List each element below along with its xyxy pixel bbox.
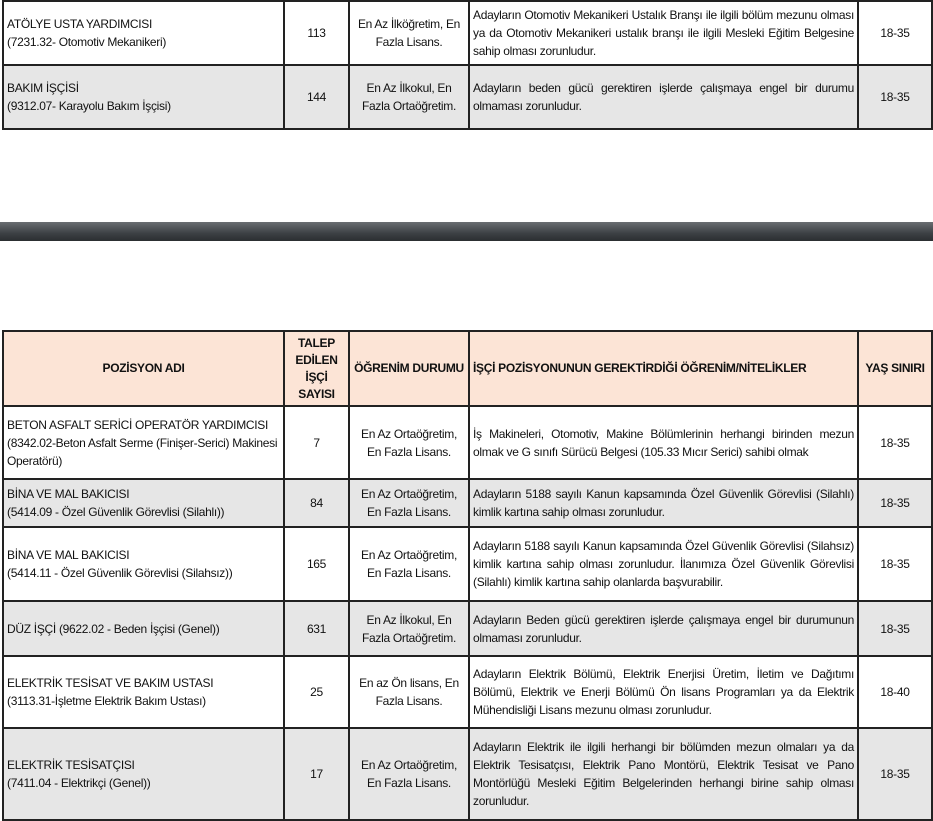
position-title: BİNA VE MAL BAKICISI [7, 548, 130, 562]
header-count: TALEP EDİLEN İŞÇİ SAYISI [284, 331, 349, 406]
worker-count: 144 [284, 65, 349, 129]
table-row [3, 656, 932, 728]
page-separator [0, 222, 933, 241]
worker-count: 165 [284, 527, 349, 601]
age-limit: 18-35 [858, 1, 932, 65]
position-code: (5414.09 - Özel Güvenlik Görevlisi (Silahlı)) [7, 505, 225, 519]
job-table [2, 330, 933, 821]
position-title: BİNA VE MAL BAKICISI [7, 487, 130, 501]
position-title: BETON ASFALT SERİCİ OPERATÖR YARDIMCISI [7, 417, 269, 432]
position-code: (7411.04 - Elektrikçi (Genel)) [7, 776, 151, 790]
worker-count: 113 [284, 1, 349, 65]
job-table-continued [2, 0, 933, 130]
requirements: Adayların 5188 sayılı Kanun kapsamında Özel Güvenlik Görevlisi (Silahsız) kimlik kartına sahip olması zorunludur. İlanımıza Özel Güvenlik Görevlisi (Silahlı) kimlik kartına sahip olanlarda başvurabilir. [469, 527, 858, 601]
worker-count: 7 [284, 406, 349, 479]
requirements: İş Makineleri, Otomotiv, Makine Bölümlerinin herhangi birinden mezun olmak ve G sınıfı Sürücü Belgesi (105.33 Mıcır Serici) sahibi olmak [469, 406, 858, 479]
header-education: ÖĞRENİM DURUMU [349, 331, 469, 406]
worker-count: 631 [284, 601, 349, 656]
age-limit: 18-35 [858, 527, 932, 601]
education-level: En az Ön lisans, En Fazla Lisans. [349, 656, 469, 728]
education-level: En Az Ortaöğretim, En Fazla Lisans. [349, 527, 469, 601]
requirements: Adayların Otomotiv Mekanikeri Ustalık Branşı ile ilgili bölüm mezunu olması ya da Otomotiv Mekanikeri ustalık branşı ile ilgili Mesleki Eğitim Belgesine sahip olması zorunludur. [469, 1, 858, 65]
requirements: Adayların 5188 sayılı Kanun kapsamında Özel Güvenlik Görevlisi (Silahlı) kimlik kartına sahip olması zorunludur. [469, 479, 858, 527]
position-code: (8342.02-Beton Asfalt Serme (Finişer-Serici) Makinesi Operatörü) [7, 435, 278, 468]
header-requirements: İŞÇİ POZİSYONUNUN GEREKTİRDİĞİ ÖĞRENİM/NİTELİKLER [469, 331, 858, 406]
position-name [3, 1, 284, 65]
position-name [3, 656, 284, 728]
age-limit: 18-35 [858, 601, 932, 656]
position-title: DÜZ İŞÇİ (9622.02 - Beden İşçisi (Genel)) [7, 621, 220, 636]
table-row [3, 479, 932, 527]
table-row [3, 601, 932, 656]
worker-count: 84 [284, 479, 349, 527]
header-age: YAŞ SINIRI [858, 331, 932, 406]
age-limit: 18-35 [858, 65, 932, 129]
education-level: En Az İlköğretim, En Fazla Lisans. [349, 1, 469, 65]
age-limit: 18-35 [858, 479, 932, 527]
education-level: En Az İlkokul, En Fazla Ortaöğretim. [349, 601, 469, 656]
position-title: ELEKTRİK TESİSATÇISI [7, 758, 135, 772]
education-level: En Az Ortaöğretim, En Fazla Lisans. [349, 728, 469, 820]
position-code: (3113.31-İşletme Elektrik Bakım Ustası) [7, 694, 206, 708]
table-header-row [3, 331, 932, 406]
worker-count: 17 [284, 728, 349, 820]
table-row [3, 65, 932, 129]
position-code: (5414.11 - Özel Güvenlik Görevlisi (Silahsız)) [7, 566, 233, 580]
age-limit: 18-40 [858, 656, 932, 728]
age-limit: 18-35 [858, 728, 932, 820]
table-row [3, 406, 932, 479]
requirements: Adayların Elektrik Bölümü, Elektrik Enerjisi Üretim, İletim ve Dağıtımı Bölümü, Elektrik ve Enerji Bölümü Ön lisans Programları ya da Elektrik Mühendisliği Lisans mezunu olması zorunludur. [469, 656, 858, 728]
age-limit: 18-35 [858, 406, 932, 479]
position-title: ELEKTRİK TESİSAT VE BAKIM USTASI [7, 676, 214, 690]
position-code: (7231.32- Otomotiv Mekanikeri) [7, 35, 167, 49]
requirements: Adayların beden gücü gerektiren işlerde çalışmaya engel bir durumu olmaması zorunludur. [469, 65, 858, 129]
table-row [3, 527, 932, 601]
requirements: Adayların Beden gücü gerektiren işlerde çalışmaya engel bir durumunun olmaması zorunludur. [469, 601, 858, 656]
position-name [3, 527, 284, 601]
requirements: Adayların Elektrik ile ilgili herhangi bir bölümden mezun olmaları ya da Elektrik Tesisatçısı, Elektrik Pano Montörü, Elektrik Tesisat ve Pano Montörlüğü Mesleki Eğitim Belgelerinden herhangi birine sahip olması zorunludur. [469, 728, 858, 820]
position-name [3, 406, 284, 479]
education-level: En Az Ortaöğretim, En Fazla Lisans. [349, 479, 469, 527]
education-level: En Az İlkokul, En Fazla Ortaöğretim. [349, 65, 469, 129]
table-row [3, 1, 932, 65]
position-name [3, 601, 284, 656]
education-level: En Az Ortaöğretim, En Fazla Lisans. [349, 406, 469, 479]
position-title: BAKIM İŞÇİSİ [7, 81, 79, 95]
position-code: (9312.07- Karayolu Bakım İşçisi) [7, 99, 171, 113]
position-name [3, 65, 284, 129]
position-title: ATÖLYE USTA YARDIMCISI [7, 17, 152, 31]
position-name [3, 479, 284, 527]
header-position: POZİSYON ADI [3, 331, 284, 406]
table-row [3, 728, 932, 820]
position-name [3, 728, 284, 820]
worker-count: 25 [284, 656, 349, 728]
